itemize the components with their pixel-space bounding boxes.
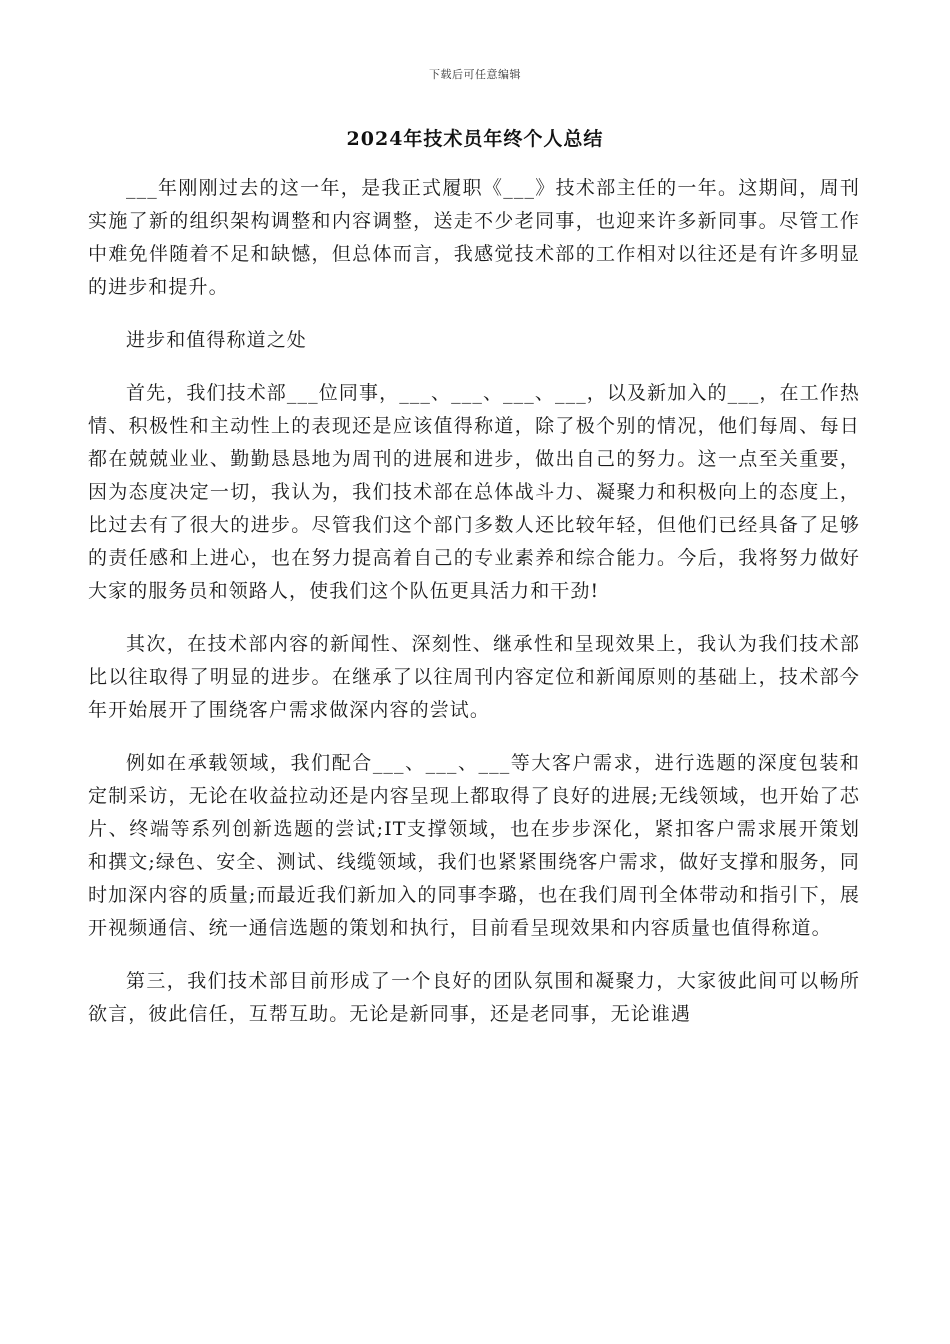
paragraph-second: 其次，在技术部内容的新闻性、深刻性、继承性和呈现效果上，我认为我们技术部比以往取得了明显的进步。在继承了以往周刊内容定位和新闻原则的基础上，技术部今年开始展开了围绕客户需求做深内容的尝试。 [88, 633, 860, 721]
document-title: 2024年技术员年终个人总结 [346, 128, 604, 150]
paragraph-third: 第三，我们技术部目前形成了一个良好的团队氛围和凝聚力，大家彼此间可以畅所欲言，彼此信任，互帮互助。无论是新同事，还是老同事，无论谁遇 [88, 970, 860, 1025]
paragraph-example: 例如在承载领域，我们配合___、___、___等大客户需求，进行选题的深度包装和定制采访，无论在收益拉动还是内容呈现上都取得了良好的进展;无线领域，也开始了芯片、终端等系列创新选题的尝试;IT支撑领域，也在步步深化，紧扣客户需求展开策划和撰文;绿色、安全、测试、线缆领域，我们也紧紧围绕客户需求，做好支撑和服务，同时加深内容的质量;而最近我们新加入的同事李璐，也在我们周刊全体带动和指引下，展开视频通信、统一通信选题的策划和执行，目前看呈现效果和内容质量也值得称道。 [88, 752, 860, 939]
section-heading: 进步和值得称道之处 [126, 329, 307, 351]
paragraph-first: 首先，我们技术部___位同事，___、___、___、___，以及新加入的___，在工作热情、积极性和主动性上的表现还是应该值得称道，除了极个别的情况，他们每周、每日都在兢兢业业、勤勤恳恳地为周刊的进展和进步，做出自己的努力。这一点至关重要，因为态度决定一切，我认为，我们技术部在总体战斗力、凝聚力和积极向上的态度上，比过去有了很大的进步。尽管我们这个部门多数人还比较年轻，但他们已经具备了足够的责任感和上进心，也在努力提高着自己的专业素养和综合能力。今后，我将努力做好大家的服务员和领路人，使我们这个队伍更具活力和干劲! [88, 382, 860, 602]
paragraph-intro: ___年刚刚过去的这一年，是我正式履职《___》技术部主任的一年。这期间，周刊实施了新的组织架构调整和内容调整，送走不少老同事，也迎来许多新同事。尽管工作中难免伴随着不足和缺憾，但总体而言，我感觉技术部的工作相对以往还是有许多明显的进步和提升。 [88, 177, 860, 298]
header-note: 下载后可任意编辑 [429, 68, 521, 81]
document-body [88, 172, 860, 1051]
